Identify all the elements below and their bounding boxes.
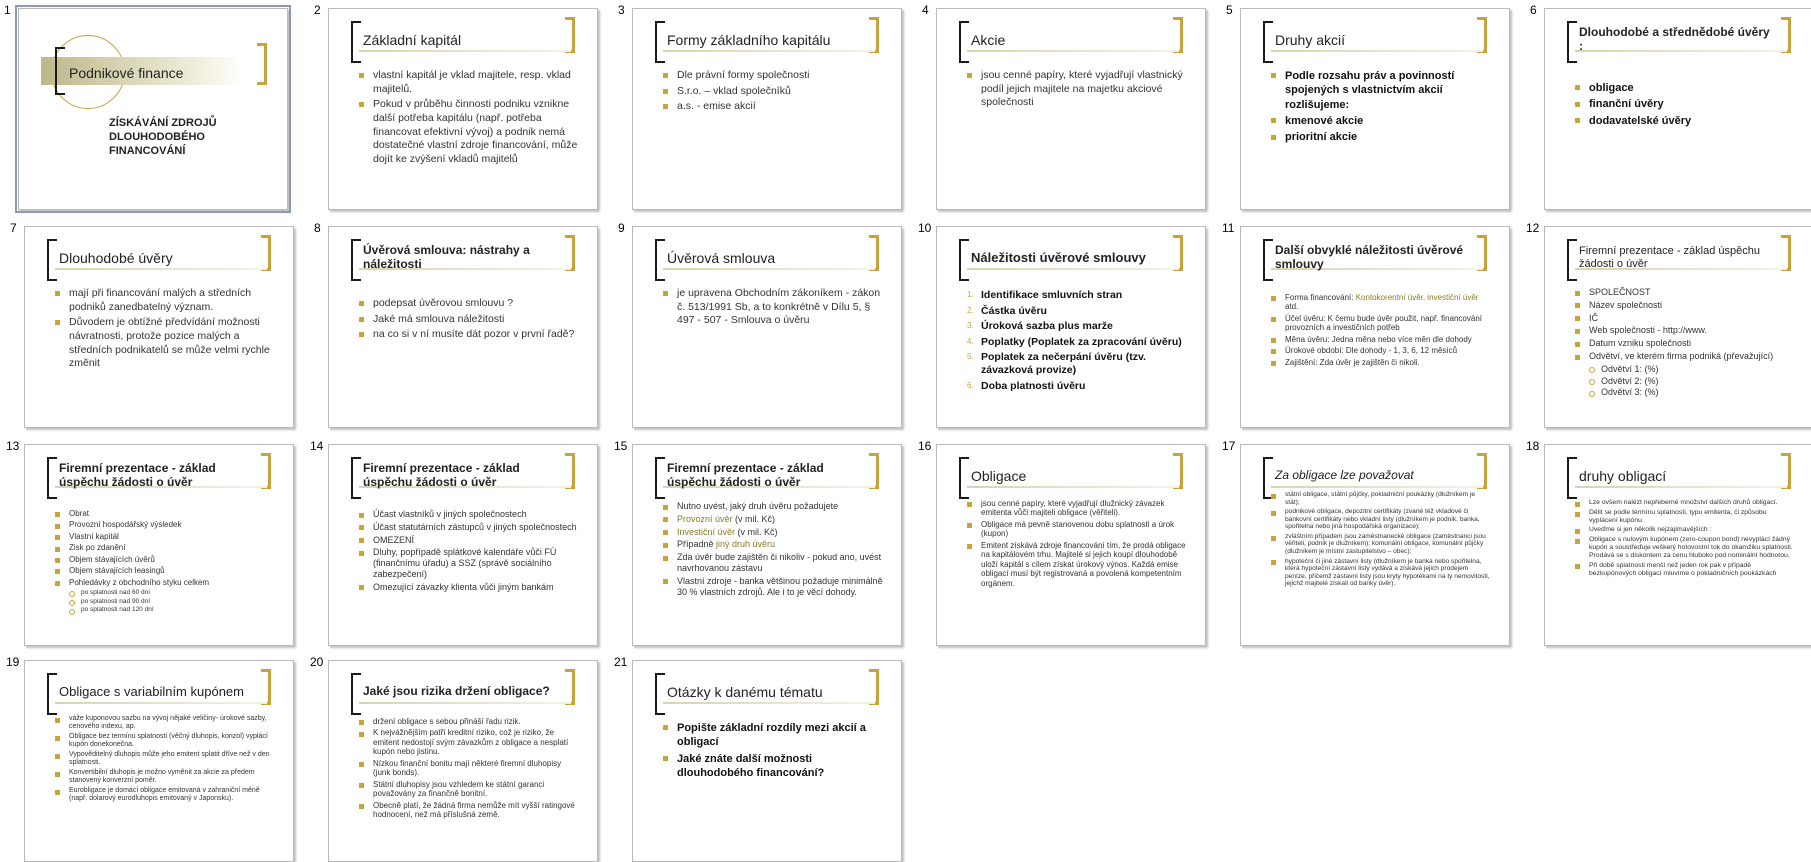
bullet-item: držení obligace s sebou přináší řadu rizik. — [359, 717, 579, 726]
slide-number: 4 — [922, 3, 929, 17]
bullet-item: dodavatelské úvěry — [1575, 114, 1795, 128]
slide-number: 8 — [314, 221, 321, 235]
slide-body — [1575, 499, 1795, 579]
bullet-item: Obligace s nulovým kupónem (zero-coupon bond) nevyplácí žádný kupón a soustřeďuje veškerý hotovostní tok do okamžiku splatnosti. Prodává se s diskontem za cenu hluboko pod nominální hodnotou. — [1575, 536, 1795, 559]
bullet-item: Objem stávajících leasingů — [55, 566, 275, 575]
slide-thumbnail-12[interactable] — [1544, 226, 1811, 428]
bullet-item: Jaké znáte další možnosti dlouhodobého financování? — [663, 752, 883, 781]
sub-bullet-item: po splatnosti nad 120 dní — [55, 606, 275, 614]
slide-number: 19 — [6, 655, 20, 669]
slide-title: Náležitosti úvěrové smlouvy — [971, 249, 1146, 265]
slide-number: 21 — [614, 655, 628, 669]
slide-number: 16 — [918, 439, 932, 453]
bullet-item: Důvodem je obtížné předvídání možnosti návratnosti, protože pozice malých a středních podnikatelů se může velmi rychle změnit — [55, 316, 275, 371]
slide-body — [1271, 293, 1491, 369]
bullet-item: a.s. - emise akcií — [663, 100, 883, 114]
bullet-item: Účast vlastníků v jiných společnostech — [359, 509, 579, 520]
sub-bullet-item: Odvětví 2: (%) — [1575, 376, 1795, 387]
bullet-item: kmenové akcie — [1271, 114, 1491, 128]
bullet-item: Obecně platí, že žádná firma nemůže mít vyšší ratingové hodnocení, než má příslušná země. — [359, 801, 579, 820]
slide-thumbnail-19[interactable] — [24, 660, 294, 862]
slide-body — [55, 287, 275, 373]
bullet-item: Popište základní rozdíly mezi akcií a obligací — [663, 721, 883, 750]
slide-thumbnail-17[interactable] — [1240, 444, 1510, 646]
slide-title: Druhy akcií — [1275, 31, 1346, 48]
slide-thumbnail-15[interactable] — [632, 444, 902, 646]
slide-body — [55, 715, 275, 805]
slide-title: Akcie — [971, 31, 1006, 48]
slide-number: 5 — [1226, 3, 1233, 17]
bullet-item: Eurobligace je domácí obligace emitovaná v zahraniční měně (např. dolarový eurodluhopis emitovaný v Japonsku). — [55, 787, 275, 803]
sub-bullet-item: po splatnosti nad 90 dní — [55, 598, 275, 606]
slide-thumbnail-1[interactable] — [18, 8, 288, 210]
bullet-item: podepsat úvěrovou smlouvu ? — [359, 297, 579, 311]
slide-title: Dlouhodobé úvěry — [59, 249, 173, 266]
slide-body: 1. Identifikace smluvních stran 2. Částka úvěru 3. Úroková sazba plus marže 4. Poplatky (Poplatek za zpracování úvěru) 5. Poplatek za nečerpání úvěru (tzv. závazková provize) 6. Doba platnosti úvěru — [967, 289, 1182, 392]
numbered-item: Poplatek za nečerpání úvěru (tzv. závazková provize) — [981, 351, 1146, 376]
bullet-item: Podle rozsahu práv a povinností spojených s vlastnictvím akcií rozlišujeme: — [1271, 69, 1491, 112]
bullet-item: Jaké má smlouva náležitosti — [359, 313, 579, 327]
slide-body — [663, 69, 883, 116]
bullet-item: Odvětví, ve kterém firma podniká (převažující) — [1575, 351, 1795, 362]
bullet-item: SPOLEČNOST — [1575, 287, 1795, 298]
bullet-item: Obrat — [55, 509, 275, 518]
slide-title: Obligace — [971, 467, 1027, 484]
bullet-item: Účast statutárních zástupců v jiných společnostech — [359, 522, 579, 533]
slide-thumbnail-9[interactable] — [632, 226, 902, 428]
slide-thumbnail-2[interactable] — [328, 8, 598, 210]
slide-number: 3 — [618, 3, 625, 17]
bullet-item: Zda úvěr bude zajištěn či nikoliv - pokud ano, uvést navrhovanou zástavu — [663, 552, 883, 574]
bullet-item: Měna úvěru: Jedna měna nebo více měn dle dohody — [1271, 335, 1491, 344]
bullet-item: Omezující závazky klienta vůči jiným bankám — [359, 582, 579, 593]
slide-thumbnail-14[interactable] — [328, 444, 598, 646]
slide-thumbnail-18[interactable] — [1544, 444, 1811, 646]
bullet-item: Účel úvěru: K čemu bude úvěr použit, např. financování provozních a investičních potřeb — [1271, 314, 1491, 333]
bullet-item: Emitent získává zdroje financování tím, že prodá obligace na kapitálovém trhu. Majitelé si jejich koupí dlouhodobě uloží kapitál s cílem získat úrokový výnos. Každá emise obligací musí být registrovaná a povolená kompetentním orgánem. — [967, 541, 1187, 588]
slide-number: 2 — [314, 3, 321, 17]
slide-body — [967, 69, 1187, 112]
bullet-item: Vlastní zdroje - banka většinou požaduje minimálně 30 % vlastních zdrojů. Ale i to je věcí dohody. — [663, 576, 883, 598]
slide-title: Jaké jsou rizika držení obligace? — [363, 684, 550, 699]
right-bracket — [257, 43, 267, 85]
slide-thumbnail-5[interactable] — [1240, 8, 1510, 210]
slide-number: 14 — [310, 439, 324, 453]
bullet-item: IČ — [1575, 313, 1795, 324]
numbered-item: Doba platnosti úvěru — [981, 379, 1086, 392]
slide-number: 9 — [618, 221, 625, 235]
slide-title: Firemní prezentace - základ úspěchu žádosti o úvěr — [1579, 245, 1760, 270]
bullet-item: Vlastní kapitál — [55, 532, 275, 541]
slide-number: 15 — [614, 439, 628, 453]
bullet-item: Pokud v průběhu činnosti podniku vznikne další potřeba kapitálu (např. potřeba financovat efektivní vývoj) a podnik nemá dostatečné vlastní zdroje financování, může dojít ke zvýšení vkladů majitelů — [359, 98, 579, 166]
sub-bullet-item: Odvětví 1: (%) — [1575, 364, 1795, 375]
bullet-item: Při době splatnosti menší než jeden rok pak v případě bezkupónových obligací mluvíme o pokladničních poukázkách — [1575, 562, 1795, 578]
slide-thumbnail-20[interactable] — [328, 660, 598, 862]
slide-title: Firemní prezentace - základ úspěchu žádosti o úvěr — [667, 461, 824, 489]
bullet-item: Web společnosti - http://www. — [1575, 325, 1795, 336]
slide-number: 10 — [918, 221, 932, 235]
slide-body — [1575, 81, 1795, 130]
slide-thumbnail-7[interactable] — [24, 226, 294, 428]
slide-title: Za obligace lze považovat — [1275, 468, 1414, 483]
bullet-item: hypoteční či jiné zástavní listy (dlužníkem je banka nebo spořitelna, která hypoteční zástavní listy vydává a získává jejich prodejem peníze, přičemž zástavní listy jsou kryty hypotékami na ty nemovitosti, jejichž majitelé získali od banky úvěr). — [1271, 558, 1491, 588]
bullet-item: Nutno uvést, jaký druh úvěru požadujete — [663, 501, 883, 512]
bullet-item: podnikové obligace, depozitní certifikáty (zvané též vkladové či bankovní certifikáty nebo vkladní listy (dlužníkem je podnik, banka, spořitelna nebo jiná hospodářská organizace); — [1271, 508, 1491, 531]
bullet-item: S.r.o. – vklad společníků — [663, 85, 883, 99]
bullet-item: Forma financování: Kontokorentní úvěr, investiční úvěr atd. — [1271, 293, 1491, 312]
slide-body — [663, 287, 883, 330]
slide-title: Úvěrová smlouva — [667, 249, 776, 266]
bullet-item: státní obligace, státní půjčky, pokladniční poukázky (dlužníkem je stát); — [1271, 491, 1491, 506]
bullet-item: Uveďme si jen několik nejzajímavějších : — [1575, 526, 1795, 534]
bullet-item: obligace — [1575, 81, 1795, 95]
slide-body — [359, 509, 579, 595]
bullet-item: Lze ovšem nalézt nepřeberné množství dalších druhů obligací. — [1575, 499, 1795, 507]
slide-body — [1575, 287, 1795, 399]
slide-thumbnail-13[interactable] — [24, 444, 294, 646]
bullet-item: jsou cenné papíry, které vyjadřují vlastnický podíl jejich majitele na majetku akciové společnosti — [967, 69, 1187, 110]
slide-title: Základní kapitál — [363, 31, 462, 48]
slide-body — [1271, 491, 1491, 590]
slide-number: 12 — [1526, 221, 1540, 235]
bullet-item: Vypověditelný dluhopis může jeho emitent splatit dříve než v den splatnosti. — [55, 751, 275, 767]
slide-body — [1271, 69, 1491, 146]
bullet-item: Případně jiný druh úvěru — [663, 539, 883, 550]
slide-title: Obligace s variabilním kupónem — [59, 683, 244, 699]
slide-number: 6 — [1530, 3, 1537, 17]
slide-thumbnail-16[interactable] — [936, 444, 1206, 646]
bullet-item: Datum vzniku společnosti — [1575, 338, 1795, 349]
numbered-item: Poplatky (Poplatek za zpracování úvěru) — [981, 335, 1182, 348]
bullet-item: Zajištění: Zda úvěr je zajištěn či nikoli. — [1271, 358, 1491, 367]
slide-thumbnail-10[interactable] — [936, 226, 1206, 428]
slide-body — [967, 499, 1187, 590]
slide-title: druhy obligací — [1579, 467, 1667, 484]
slide-title: Otázky k danému tématu — [667, 683, 823, 700]
numbered-item: Úroková sazba plus marže — [981, 320, 1113, 333]
slide-title: Formy základního kapitálu — [667, 31, 831, 48]
slide-subtitle: ZÍSKÁVÁNÍ ZDROJŮ DLOUHODOBÉHO FINANCOVÁNÍ — [109, 117, 217, 157]
bullet-item: Název společnosti — [1575, 300, 1795, 311]
bullet-item: zvláštním případem jsou zaměstnanecké obligace (zaměstnanci jsou věřiteli, podnik je dlužníkem); komunální obligace, komunální půjčky (dlužníkem je místní zastupitelstvo – obec); — [1271, 533, 1491, 556]
numbered-item: Identifikace smluvních stran — [981, 289, 1123, 301]
bullet-item: Provozní hospodářský výsledek — [55, 520, 275, 529]
slide-title: Další obvyklé náležitosti úvěrové smlouvy — [1275, 243, 1464, 271]
slide-number: 18 — [1526, 439, 1540, 453]
slide-number: 20 — [310, 655, 324, 669]
slide-body — [55, 509, 275, 615]
slide-body — [359, 297, 579, 344]
slide-title: Úvěrová smlouva: nástrahy a náležitosti — [363, 243, 530, 271]
bullet-item: Obligace bez termínu splatnosti (věčný dluhopis, konzol) vyplácí kupón donekonečna. — [55, 733, 275, 749]
bullet-item: Provozní úvěr (v mil. Kč) — [663, 514, 883, 525]
numbered-item: Částka úvěru — [981, 304, 1047, 317]
bullet-item: Dělit se podle termínu splatnosti, typu emitenta, či způsobu vyplácení kupónu. — [1575, 509, 1795, 525]
slide-number: 1 — [4, 3, 11, 17]
bullet-item: finanční úvěry — [1575, 97, 1795, 111]
bullet-item: Obligace má pevně stanovenou dobu splatnosti a úrok (kupon) — [967, 520, 1187, 539]
bullet-item: Pohledávky z obchodního styku celkem — [55, 578, 275, 587]
bullet-item: Investiční úvěr (v mil. Kč) — [663, 527, 883, 538]
slide-thumbnail-8[interactable] — [328, 226, 598, 428]
slide-thumbnail-11[interactable] — [1240, 226, 1510, 428]
slide-thumbnail-3[interactable] — [632, 8, 902, 210]
bullet-item: Konvertibilní dluhopis je možno vyměnit za akcie za předem stanovený konverzní poměr. — [55, 769, 275, 785]
bullet-item: vlastní kapitál je vklad majitele, resp. vklad majitelů. — [359, 69, 579, 96]
slide-title: Podnikové finance — [69, 65, 184, 81]
slide-number: 7 — [10, 221, 17, 235]
bullet-item: váže kuponovou sazbu na vývoj nějaké veličiny- úrokové sazby, cenového indexu, ap. — [55, 715, 275, 731]
bullet-item: OMEZENÍ — [359, 535, 579, 546]
slide-thumbnail-21[interactable] — [632, 660, 902, 862]
slide-body — [359, 717, 579, 821]
slide-title: Dlouhodobé a střednědobé úvěry : — [1579, 25, 1770, 53]
bullet-item: jsou cenné papíry, které vyjadřují dlužnický závazek emitenta vůči majiteli obligace (věřiteli). — [967, 499, 1187, 518]
slide-number: 11 — [1222, 221, 1235, 235]
slide-body — [359, 69, 579, 168]
bullet-item: K nejvážnějším patří kreditní riziko, což je riziko, že emitent nedostojí svým závazkům z obligace a nesplatí kupón nebo jistinu. — [359, 728, 579, 756]
bullet-item: Zisk po zdanění — [55, 543, 275, 552]
slide-body — [663, 721, 883, 782]
slide-title: Firemní prezentace - základ úspěchu žádosti o úvěr — [363, 461, 520, 489]
bullet-item: Dluhy, popřípadě splátkové kalendáře vůči FÚ (finančnímu úřadu) a SSZ (správě sociálního zabezpečení) — [359, 547, 579, 579]
bullet-item: Státní dluhopisy jsou vzhledem ke státní garanci považovány za finančně bonitní. — [359, 780, 579, 799]
slide-number: 13 — [6, 439, 20, 453]
bullet-item: Úrokové období: Dle dohody - 1, 3, 6, 12 měsíců — [1271, 346, 1491, 355]
bullet-item: Dle právní formy společnosti — [663, 69, 883, 83]
slide-thumbnail-4[interactable] — [936, 8, 1206, 210]
left-bracket — [55, 47, 65, 95]
bullet-item: Objem stávajících úvěrů — [55, 555, 275, 564]
bullet-item: prioritní akcie — [1271, 130, 1491, 144]
bullet-item: mají při financování malých a středních podniků zanedbatelný význam. — [55, 287, 275, 314]
slide-body — [663, 501, 883, 599]
sub-bullet-item: Odvětví 3: (%) — [1575, 387, 1795, 398]
slide-title: Firemní prezentace - základ úspěchu žádosti o úvěr — [59, 461, 216, 489]
sub-bullet-item: po splatnosti nad 60 dní — [55, 589, 275, 597]
bullet-item: je upravena Obchodním zákoníkem - zákon č. 513/1991 Sb, a to konkrétně v Dílu 5, § 497 - 507 - Smlouva o úvěru — [663, 287, 883, 328]
slide-thumbnail-6[interactable] — [1544, 8, 1811, 210]
bullet-item: na co si v ní musíte dát pozor v první řadě? — [359, 328, 579, 342]
bullet-item: Nízkou finanční bonitu mají některé firemní dluhopisy (junk bonds). — [359, 759, 579, 778]
slide-number: 17 — [1222, 439, 1236, 453]
